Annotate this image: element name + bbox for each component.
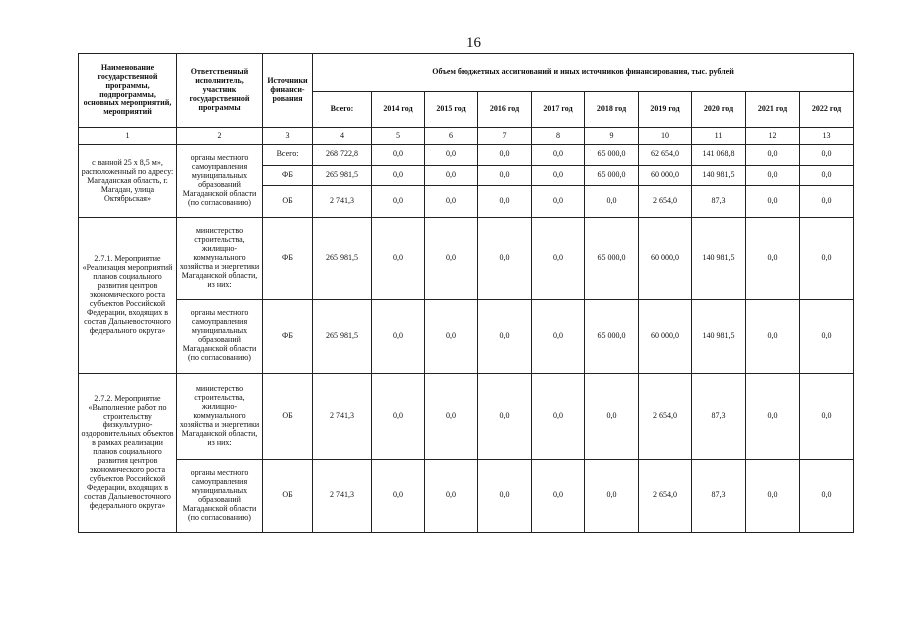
value-cell: 60 000,0 bbox=[639, 299, 692, 373]
activity-name: 2.7.2. Мероприятие «Выполнение работ по строительству физкультурно-оздоровительных объектов в рамках реализации планов социального развития центров экономического роста субъектов Российской Федерации, входящих в состав Дальневосточного федерального округа» bbox=[79, 373, 177, 532]
value-cell: 65 000,0 bbox=[585, 218, 639, 299]
source-cell: ФБ bbox=[263, 218, 313, 299]
source-cell: ОБ bbox=[263, 185, 313, 217]
value-cell: 0,0 bbox=[532, 218, 585, 299]
value-cell: 140 981,5 bbox=[692, 299, 746, 373]
source-cell: ОБ bbox=[263, 459, 313, 532]
executor-cell: органы местного самоуправления муниципальных образований Магаданской области (по согласованию) bbox=[177, 299, 263, 373]
column-number: 2 bbox=[177, 128, 263, 145]
value-cell: 0,0 bbox=[425, 459, 478, 532]
executor-cell: органы местного самоуправления муниципальных образований Магаданской области (по согласованию) bbox=[177, 145, 263, 218]
column-number: 5 bbox=[372, 128, 425, 145]
value-cell: 0,0 bbox=[746, 459, 800, 532]
value-cell: 87,3 bbox=[692, 459, 746, 532]
table-row bbox=[79, 373, 854, 459]
value-cell: 265 981,5 bbox=[313, 299, 372, 373]
value-cell: 0,0 bbox=[746, 299, 800, 373]
column-number: 7 bbox=[478, 128, 532, 145]
header-name: Наименование государственной программы, подпрограммы, основных мероприятий, мероприятий bbox=[79, 54, 177, 128]
column-number: 12 bbox=[746, 128, 800, 145]
header-total: Всего: bbox=[313, 91, 372, 128]
value-cell: 0,0 bbox=[372, 218, 425, 299]
source-cell: Всего: bbox=[263, 145, 313, 165]
value-cell: 0,0 bbox=[425, 373, 478, 459]
header-year: 2015 год bbox=[425, 91, 478, 128]
header-year: 2021 год bbox=[746, 91, 800, 128]
value-cell: 0,0 bbox=[800, 373, 854, 459]
header-year: 2018 год bbox=[585, 91, 639, 128]
header-year: 2020 год bbox=[692, 91, 746, 128]
value-cell: 0,0 bbox=[478, 185, 532, 217]
value-cell: 0,0 bbox=[585, 185, 639, 217]
value-cell: 2 654,0 bbox=[639, 459, 692, 532]
value-cell: 0,0 bbox=[532, 145, 585, 165]
value-cell: 0,0 bbox=[425, 185, 478, 217]
source-cell: ФБ bbox=[263, 299, 313, 373]
value-cell: 0,0 bbox=[425, 145, 478, 165]
value-cell: 60 000,0 bbox=[639, 218, 692, 299]
column-number: 4 bbox=[313, 128, 372, 145]
value-cell: 0,0 bbox=[478, 299, 532, 373]
executor-cell: министерство строительства, жилищно-коммунального хозяйства и энергетики Магаданской области, из них: bbox=[177, 218, 263, 299]
column-number: 9 bbox=[585, 128, 639, 145]
value-cell: 0,0 bbox=[478, 218, 532, 299]
column-numbers-row bbox=[79, 128, 854, 145]
value-cell: 0,0 bbox=[372, 185, 425, 217]
value-cell: 0,0 bbox=[478, 165, 532, 185]
value-cell: 0,0 bbox=[746, 165, 800, 185]
value-cell: 140 981,5 bbox=[692, 218, 746, 299]
header-year: 2017 год bbox=[532, 91, 585, 128]
value-cell: 0,0 bbox=[800, 185, 854, 217]
column-number: 11 bbox=[692, 128, 746, 145]
activity-name: с ванной 25 х 8,5 м», расположенный по адресу: Магаданская область, г. Магадан, улица Октябрьская» bbox=[79, 145, 177, 218]
value-cell: 0,0 bbox=[585, 459, 639, 532]
table-row bbox=[79, 145, 854, 165]
table-row bbox=[79, 299, 854, 373]
value-cell: 65 000,0 bbox=[585, 145, 639, 165]
value-cell: 0,0 bbox=[478, 459, 532, 532]
value-cell: 0,0 bbox=[532, 373, 585, 459]
executor-cell: министерство строительства, жилищно-коммунального хозяйства и энергетики Магаданской области, из них: bbox=[177, 373, 263, 459]
value-cell: 265 981,5 bbox=[313, 165, 372, 185]
value-cell: 140 981,5 bbox=[692, 165, 746, 185]
value-cell: 2 741,3 bbox=[313, 373, 372, 459]
value-cell: 0,0 bbox=[800, 459, 854, 532]
value-cell: 87,3 bbox=[692, 185, 746, 217]
value-cell: 0,0 bbox=[800, 165, 854, 185]
value-cell: 0,0 bbox=[372, 459, 425, 532]
value-cell: 0,0 bbox=[532, 185, 585, 217]
column-number: 3 bbox=[263, 128, 313, 145]
budget-table bbox=[78, 53, 854, 533]
header-budget-group: Объем бюджетных ассигнований и иных источников финансирования, тыс. рублей bbox=[313, 54, 854, 92]
header-year: 2014 год bbox=[372, 91, 425, 128]
value-cell: 0,0 bbox=[532, 165, 585, 185]
value-cell: 0,0 bbox=[532, 299, 585, 373]
executor-cell: органы местного самоуправления муниципальных образований Магаданской области (по согласованию) bbox=[177, 459, 263, 532]
value-cell: 265 981,5 bbox=[313, 218, 372, 299]
value-cell: 0,0 bbox=[746, 145, 800, 165]
value-cell: 65 000,0 bbox=[585, 299, 639, 373]
value-cell: 0,0 bbox=[478, 373, 532, 459]
value-cell: 0,0 bbox=[372, 299, 425, 373]
column-number: 10 bbox=[639, 128, 692, 145]
value-cell: 65 000,0 bbox=[585, 165, 639, 185]
value-cell: 0,0 bbox=[746, 218, 800, 299]
value-cell: 0,0 bbox=[425, 218, 478, 299]
value-cell: 141 068,8 bbox=[692, 145, 746, 165]
header-year: 2022 год bbox=[800, 91, 854, 128]
value-cell: 268 722,8 bbox=[313, 145, 372, 165]
value-cell: 2 741,3 bbox=[313, 185, 372, 217]
value-cell: 0,0 bbox=[585, 373, 639, 459]
activity-name: 2.7.1. Мероприятие «Реализация мероприятий планов социального развития центров экономического роста субъектов Российской Федерации, входящих в состав Дальневосточного федерального округа» bbox=[79, 218, 177, 373]
column-number: 1 bbox=[79, 128, 177, 145]
value-cell: 0,0 bbox=[746, 185, 800, 217]
header-executor: Ответственный исполнитель, участник государственной программы bbox=[177, 54, 263, 128]
value-cell: 62 654,0 bbox=[639, 145, 692, 165]
value-cell: 0,0 bbox=[425, 299, 478, 373]
value-cell: 0,0 bbox=[800, 218, 854, 299]
source-cell: ОБ bbox=[263, 373, 313, 459]
value-cell: 0,0 bbox=[478, 145, 532, 165]
table-row bbox=[79, 218, 854, 299]
column-number: 6 bbox=[425, 128, 478, 145]
value-cell: 0,0 bbox=[746, 373, 800, 459]
value-cell: 0,0 bbox=[372, 373, 425, 459]
value-cell: 2 654,0 bbox=[639, 373, 692, 459]
value-cell: 60 000,0 bbox=[639, 165, 692, 185]
table-row bbox=[79, 459, 854, 532]
value-cell: 2 741,3 bbox=[313, 459, 372, 532]
value-cell: 0,0 bbox=[800, 299, 854, 373]
header-year: 2019 год bbox=[639, 91, 692, 128]
value-cell: 0,0 bbox=[372, 165, 425, 185]
value-cell: 0,0 bbox=[372, 145, 425, 165]
header-source: Источники финанси-рования bbox=[263, 54, 313, 128]
value-cell: 2 654,0 bbox=[639, 185, 692, 217]
value-cell: 0,0 bbox=[800, 145, 854, 165]
source-cell: ФБ bbox=[263, 165, 313, 185]
value-cell: 87,3 bbox=[692, 373, 746, 459]
header-year: 2016 год bbox=[478, 91, 532, 128]
value-cell: 0,0 bbox=[425, 165, 478, 185]
page-number: 16 bbox=[466, 35, 481, 51]
value-cell: 0,0 bbox=[532, 459, 585, 532]
column-number: 8 bbox=[532, 128, 585, 145]
column-number: 13 bbox=[800, 128, 854, 145]
